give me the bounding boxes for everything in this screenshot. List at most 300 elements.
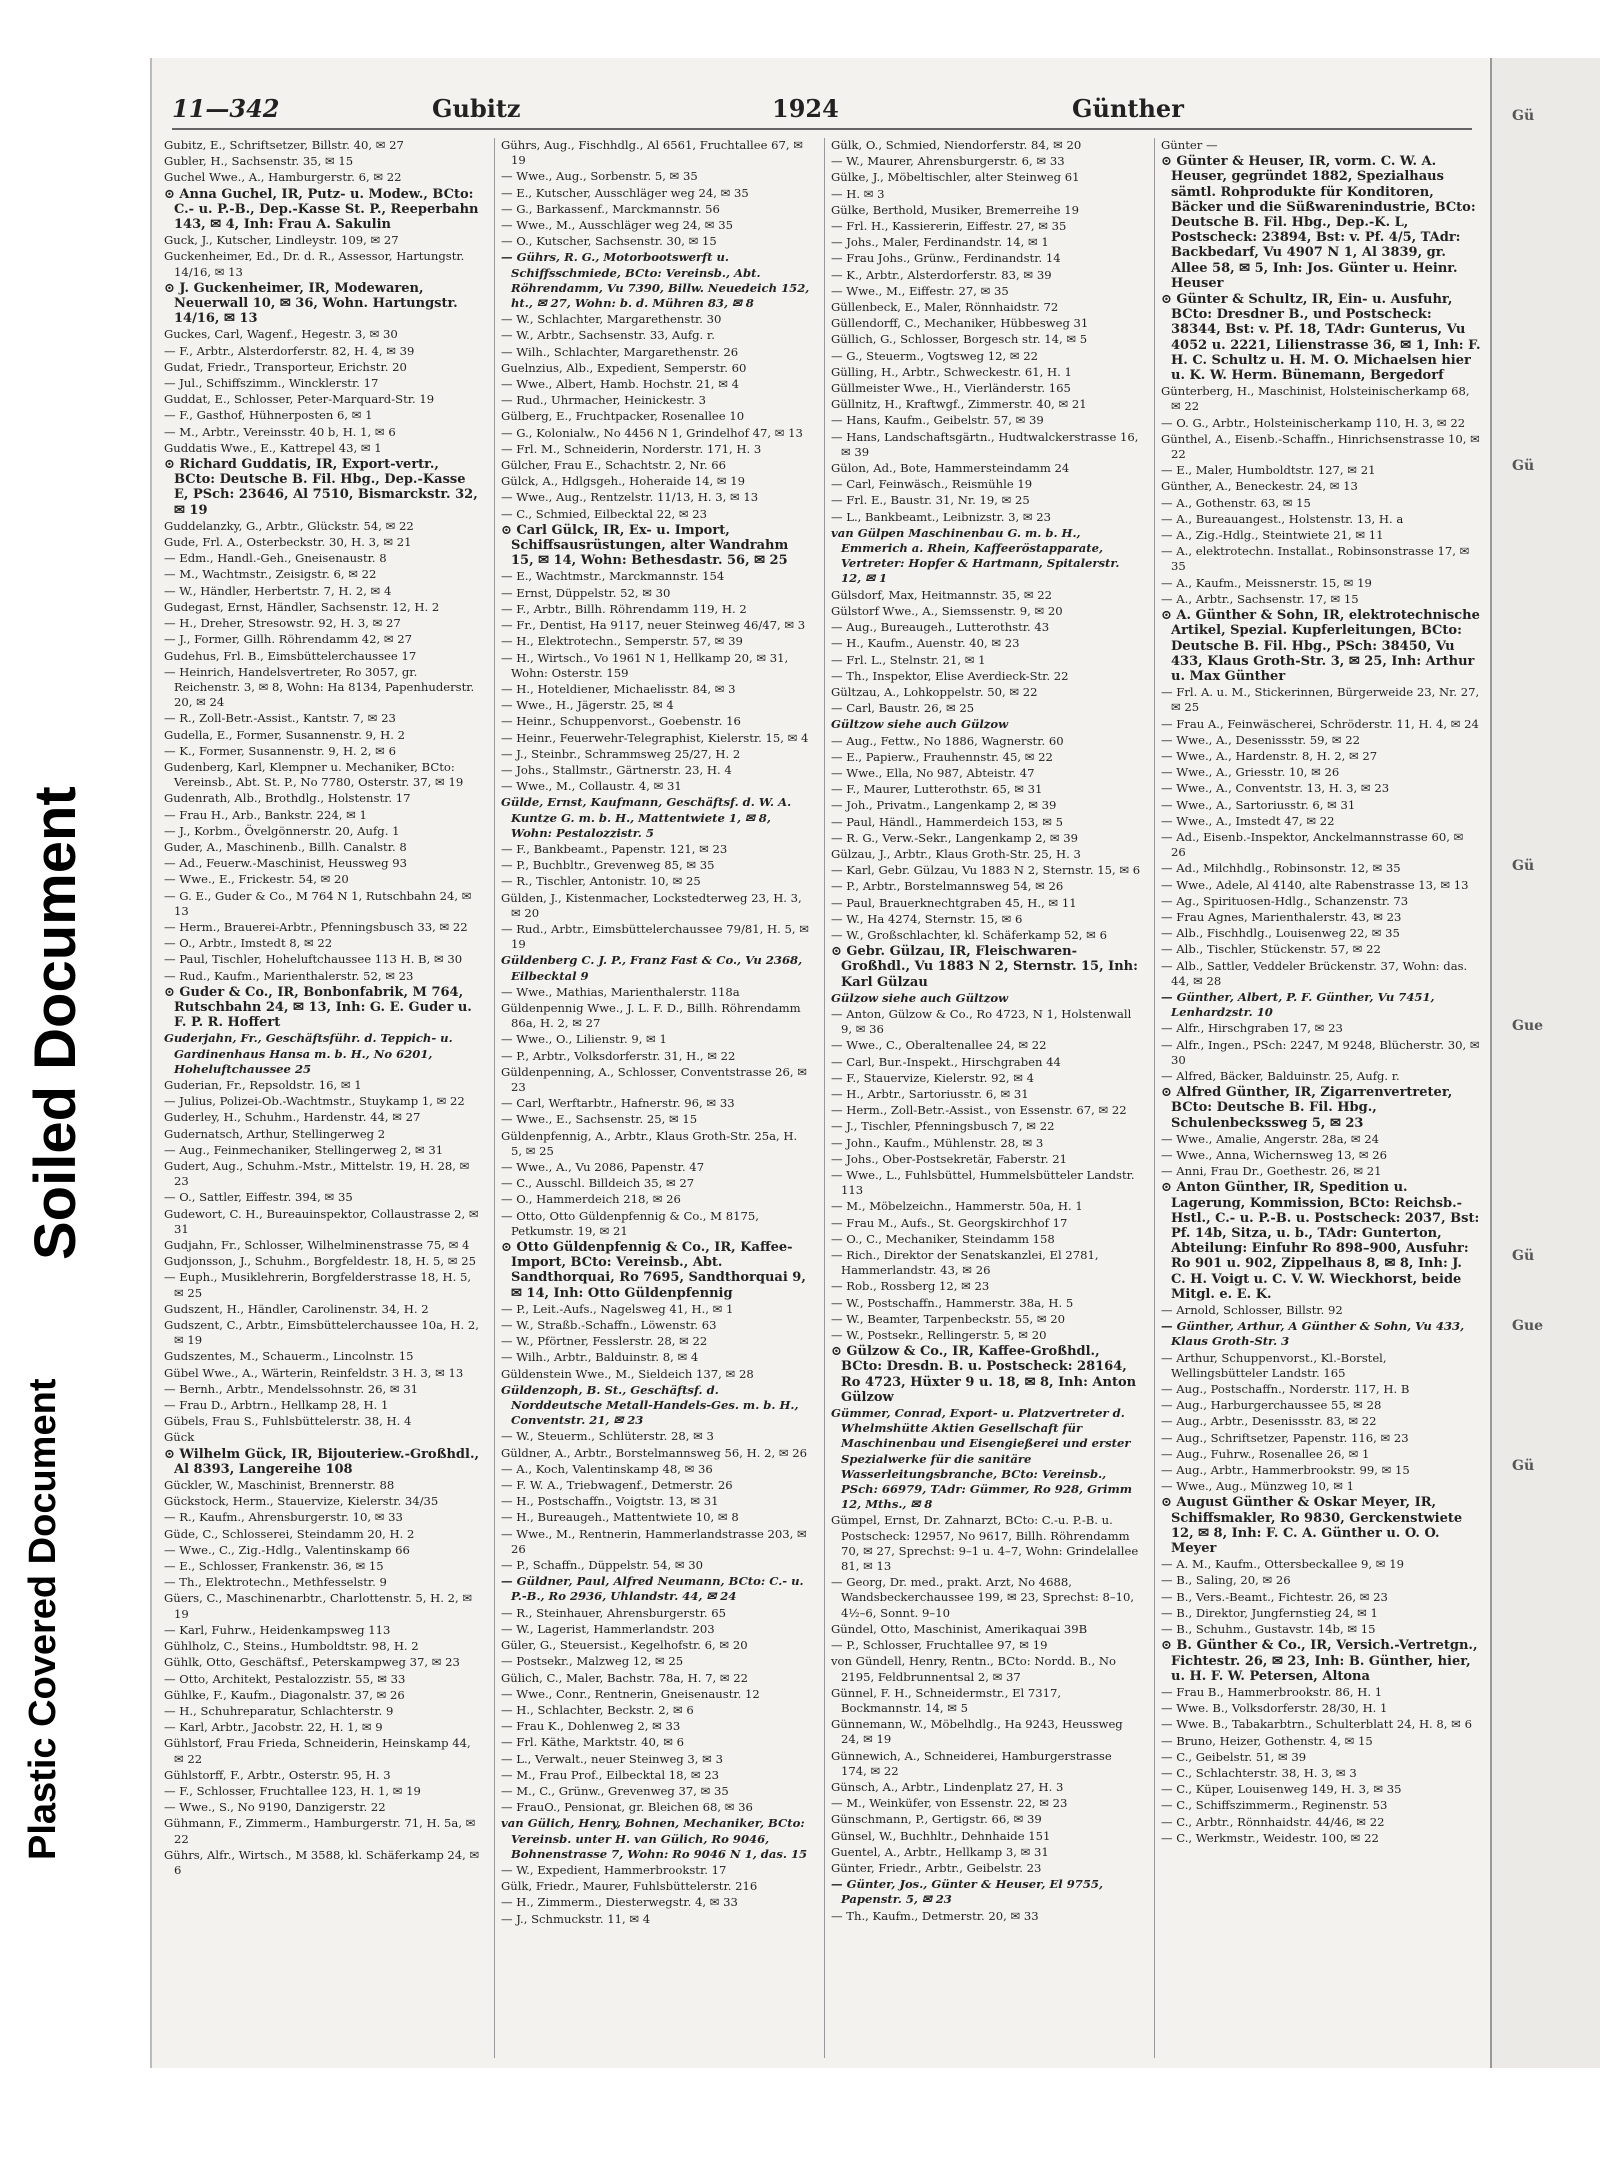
directory-entry: — Alfred, Bäcker, Balduinstr. 25, Aufg. r. <box>1161 1068 1400 1083</box>
directory-entry: — Heinr., Feuerwehr-Telegraphist, Kielerstr. 15, ✉ 4 <box>501 730 809 745</box>
directory-entry: — Wilh., Arbtr., Balduinstr. 8, ✉ 4 <box>501 1350 699 1365</box>
directory-column-3 <box>824 138 1141 2058</box>
directory-entry: Güers, C., Maschinenarbtr., Charlottenstr. 5, H. 2, ✉ 19 <box>164 1591 473 1621</box>
directory-entry: ⊙ J. Guckenheimer, IR, Modewaren, Neuerwall 10, ✉ 36, Wohn. Hartungstr. 14/16, ✉ 13 <box>164 280 458 327</box>
directory-entry: Günter — <box>1161 138 1218 152</box>
directory-entry: — Wwe., E., Sachsenstr. 25, ✉ 15 <box>501 1112 698 1127</box>
directory-entry: — Euph., Musiklehrerin, Borgfelderstrasse 18, H. 5, ✉ 25 <box>164 1270 472 1300</box>
directory-entry: — B., Schuhm., Gustavstr. 14b, ✉ 15 <box>1161 1622 1376 1637</box>
directory-entry: — P., Schaffn., Düppelstr. 54, ✉ 30 <box>501 1558 704 1573</box>
directory-entry: — Wwe., Ella, No 987, Abteistr. 47 <box>831 765 1035 780</box>
directory-entry: — W., Beamter, Tarpenbeckstr. 55, ✉ 20 <box>831 1311 1066 1326</box>
directory-entry: — Carl, Bur.-Inspekt., Hirschgraben 44 <box>831 1054 1061 1069</box>
directory-entry: — P., Arbtr., Volksdorferstr. 31, H., ✉ 22 <box>501 1048 736 1063</box>
directory-entry: — M., C., Grünw., Grevenweg 37, ✉ 35 <box>501 1783 729 1798</box>
directory-entry: — Wwe., A., Griesstr. 10, ✉ 26 <box>1161 765 1340 780</box>
directory-entry: — M., Frau Prof., Eilbecktal 18, ✉ 23 <box>501 1767 720 1782</box>
directory-entry: — L., Bankbeamt., Leibnizstr. 3, ✉ 23 <box>831 509 1051 524</box>
directory-entry: Guentel, A., Arbtr., Hellkamp 3, ✉ 31 <box>831 1844 1049 1859</box>
directory-entry: Gülk, O., Schmied, Niendorferstr. 84, ✉ 20 <box>831 138 1082 152</box>
directory-entry: — P., Buchbltr., Grevenweg 85, ✉ 35 <box>501 858 715 873</box>
directory-entry: — Carl, Baustr. 26, ✉ 25 <box>831 701 975 716</box>
directory-entry: Güllnitz, H., Kraftwgf., Zimmerstr. 40, ✉ 21 <box>831 397 1087 412</box>
directory-entry: — H., Postschaffn., Voigtstr. 13, ✉ 31 <box>501 1494 719 1509</box>
directory-entry: — Günter, Jos., Günter & Heuser, El 9755, Papenstr. 5, ✉ 23 <box>831 1877 1104 1907</box>
directory-entry: Gündel, Otto, Maschinist, Amerikaquai 39B <box>831 1621 1088 1636</box>
directory-entry: — O., Kutscher, Sachsenstr. 30, ✉ 15 <box>501 234 717 249</box>
adjacent-page-fragment: Gue <box>1512 1018 1544 1034</box>
directory-entry: — W., Maurer, Ahrensburgerstr. 6, ✉ 33 <box>831 154 1065 169</box>
directory-entry: ⊙ Alfred Günther, IR, Zigarrenvertreter, BCto: Deutsche B. Fil. Hbg., Schulenbeckssweg 5, ✉ 23 <box>1161 1085 1453 1131</box>
directory-entry: ⊙ Anna Guchel, IR, Putz- u. Modew., BCto: C.- u. P.-B., Dep.-Kasse St. P., Reeperbahn 143, ✉ 4, Inh: Frau A. Sakulin <box>164 186 479 233</box>
directory-entry: — Alfr., Hirschgraben 17, ✉ 23 <box>1161 1021 1343 1036</box>
directory-entry: — Anni, Frau Dr., Goethestr. 26, ✉ 21 <box>1161 1164 1382 1179</box>
directory-entry: Gühlstorf, Frau Frieda, Schneiderin, Heinskamp 44, ✉ 22 <box>164 1736 471 1766</box>
directory-entry: Gülk, Friedr., Maurer, Fuhlsbüttelerstr. 216 <box>501 1879 758 1894</box>
directory-entry: — Frau A., Feinwäscherei, Schröderstr. 11, H. 4, ✉ 24 <box>1161 716 1479 731</box>
directory-entry: Gülich, C., Maler, Bachstr. 78a, H. 7, ✉ 22 <box>501 1670 749 1685</box>
directory-entry: — E., Maler, Humboldtstr. 127, ✉ 21 <box>1161 463 1376 478</box>
directory-entry: — W., Schlachter, Margarethenstr. 30 <box>501 312 722 327</box>
directory-entry: Gühlke, F., Kaufm., Diagonalstr. 37, ✉ 26 <box>164 1687 405 1702</box>
directory-entry: — Herm., Brauerei-Arbtr., Pfenningsbusch 33, ✉ 22 <box>164 919 468 934</box>
directory-entry: — E., Kutscher, Ausschläger weg 24, ✉ 35 <box>501 185 749 200</box>
directory-entry: — F., Bankbeamt., Papenstr. 121, ✉ 23 <box>501 841 728 856</box>
directory-entry: — Frau Agnes, Marienthalerstr. 43, ✉ 23 <box>1161 909 1402 924</box>
directory-entry: — M., Möbelzeichn., Hammerstr. 50a, H. 1 <box>831 1199 1083 1214</box>
directory-entry: — H., Dreher, Stresowstr. 92, H. 3, ✉ 27 <box>164 616 401 631</box>
directory-entry: — Frl. H., Kassiererin, Eiffestr. 27, ✉ 35 <box>831 219 1067 234</box>
directory-entry: — Wwe., Aug., Rentzelstr. 11/13, H. 3, ✉ 13 <box>501 490 759 505</box>
side-label-soiled: Soiled Document <box>23 786 88 1260</box>
directory-entry: — G., Kolonialw., No 4456 N 1, Grindelhof 47, ✉ 13 <box>501 425 803 440</box>
directory-entry: — Günther, Arthur, A Günther & Sohn, Vu 433, Klaus Groth-Str. 3 <box>1161 1319 1465 1349</box>
directory-column-1 <box>164 138 480 2058</box>
directory-entry: Gückler, W., Maschinist, Brennerstr. 88 <box>164 1478 395 1493</box>
directory-entry: — Ad., Feuerw.-Maschinist, Heussweg 93 <box>164 856 407 871</box>
directory-entry: Gudenrath, Alb., Brothdlg., Holstenstr. 17 <box>164 791 411 806</box>
directory-entry: — Wwe., S., No 9190, Danzigerstr. 22 <box>164 1800 386 1815</box>
directory-entry: — G., Barkassenf., Marckmannstr. 56 <box>501 201 720 216</box>
directory-entry: — A., Gothenstr. 63, ✉ 15 <box>1161 495 1311 510</box>
directory-entry: Guderjahn, Fr., Geschäftsführ. d. Teppich- u. Gardinenhaus Hansa m. b. H., No 6201, Hoheluftchaussee 25 <box>164 1031 453 1076</box>
directory-entry: — Wwe., Amalie, Angerstr. 28a, ✉ 24 <box>1161 1131 1380 1146</box>
directory-entry: — Frl. Käthe, Marktstr. 40, ✉ 6 <box>501 1735 685 1750</box>
directory-entry: — Frl. E., Baustr. 31, Nr. 19, ✉ 25 <box>831 493 1030 508</box>
directory-entry: — Frl. L., Stelnstr. 21, ✉ 1 <box>831 652 986 667</box>
directory-entry: — J., Steinbr., Schrammsweg 25/27, H. 2 <box>501 746 741 761</box>
directory-entry: — W., Ha 4274, Sternstr. 15, ✉ 6 <box>831 911 1023 926</box>
directory-entry: Gülke, Berthold, Musiker, Bremerreihe 19 <box>831 202 1079 217</box>
directory-entry: Guckes, Carl, Wagenf., Hegestr. 3, ✉ 30 <box>164 327 398 342</box>
directory-entry: — Bernh., Arbtr., Mendelssohnstr. 26, ✉ 31 <box>164 1381 419 1396</box>
directory-entry: ⊙ Wilhelm Gück, IR, Bijouteriew.-Großhdl., Al 8393, Langereihe 108 <box>164 1446 479 1477</box>
directory-entry: — Frl. A. u. M., Stickerinnen, Bürgerweide 23, Nr. 27, ✉ 25 <box>1161 685 1480 715</box>
directory-entry: Gühlk, Otto, Geschäftsf., Peterskampweg 37, ✉ 23 <box>164 1655 460 1670</box>
directory-entry: — Hans, Kaufm., Geibelstr. 57, ✉ 39 <box>831 413 1044 428</box>
directory-entry: — Frau Johs., Grünw., Ferdinandstr. 14 <box>831 251 1061 266</box>
directory-entry: — Wwe., A., Imstedt 47, ✉ 22 <box>1161 813 1335 828</box>
directory-entry: Gühlholz, C., Steins., Humboldtstr. 98, H. 2 <box>164 1639 419 1654</box>
directory-entry: — Wwe., Adele, Al 4140, alte Rabenstrasse 13, ✉ 13 <box>1161 877 1469 892</box>
directory-entry: Gudenberg, Karl, Klempner u. Mechaniker, BCto: Vereinsb., Abt. St. P., No 7780, Osterstr. 37, ✉ 19 <box>164 759 464 790</box>
directory-entry: Gülck, A., Hdlgsgeh., Hoheraide 14, ✉ 19 <box>501 474 745 489</box>
directory-entry: Günsch, A., Arbtr., Lindenplatz 27, H. 3 <box>831 1779 1064 1794</box>
adjacent-page-fragment: Gü <box>1512 1458 1535 1474</box>
directory-entry: ⊙ Richard Guddatis, IR, Export-vertr., BCto: Deutsche B. Fil. Hbg., Dep.-Kasse E, PSch: 23646, Al 7510, Bismarckstr. 32, ✉ 19 <box>164 457 478 518</box>
directory-columns <box>164 138 1482 2058</box>
directory-entry: — C., Küper, Louisenweg 149, H. 3, ✉ 35 <box>1161 1782 1402 1797</box>
directory-entry: — H., Kaufm., Auenstr. 40, ✉ 23 <box>831 636 1020 651</box>
directory-entry: Gülstorf Wwe., A., Siemssenstr. 9, ✉ 20 <box>831 603 1063 618</box>
directory-entry: — M., Wachtmstr., Zeisigstr. 6, ✉ 22 <box>164 567 377 582</box>
directory-entry: — R., Steinhauer, Ahrensburgerstr. 65 <box>501 1605 726 1620</box>
directory-entry: — Wwe., Aug., Sorbenstr. 5, ✉ 35 <box>501 169 698 184</box>
directory-entry: — O., Arbtr., Imstedt 8, ✉ 22 <box>164 936 333 951</box>
directory-entry: Gudella, E., Former, Susannenstr. 9, H. 2 <box>164 727 406 742</box>
directory-entry: Gümmer, Conrad, Export- u. Platzvertreter d. Whelmshütte Aktien Gesellschaft für Maschinenbau und Eisengießerei und erster Spezialwerke für die sanitäre Wasserleitungsbranche, BCto: Vereinsb., PSch: 66979, TAdr: Gümmer, Ro 928, Grimm 12, Mths., ✉ 8 <box>831 1406 1133 1512</box>
directory-entry: ⊙ Carl Gülck, IR, Ex- u. Import, Schiffsausrüstungen, alter Wandrahm 15, ✉ 14, Wohn: Bethesdastr. 56, ✉ 25 <box>501 522 789 569</box>
adjacent-page-fragment: Gü <box>1512 108 1535 124</box>
directory-entry: — W., Händler, Herbertstr. 7, H. 2, ✉ 4 <box>164 583 392 598</box>
directory-entry: — Wilh., Schlachter, Margarethenstr. 26 <box>501 344 739 359</box>
directory-entry: — Wwe., C., Oberaltenallee 24, ✉ 22 <box>831 1038 1047 1053</box>
directory-entry: — Wwe., Anna, Wichernsweg 13, ✉ 26 <box>1161 1148 1387 1162</box>
directory-entry: — Wwe., Conr., Rentnerin, Gneisenaustr. 12 <box>501 1686 760 1701</box>
directory-entry: Gümpel, Ernst, Dr. Zahnarzt, BCto: C.-u. P.-B. u. Postscheck: 12957, No 9617, Billh. Röhrendamm 70, ✉ 27, Sprechst: 9–1 u. 4–7, Wohn: Grindelallee 81, ✉ 13 <box>831 1513 1139 1574</box>
directory-entry: — H., Schuhreparatur, Schlachterstr. 9 <box>164 1703 394 1718</box>
directory-entry: — Julius, Polizei-Ob.-Wachtmstr., Stuykamp 1, ✉ 22 <box>164 1094 465 1109</box>
directory-entry: ⊙ A. Günther & Sohn, IR, elektrotechnische Artikel, Spezial. Kupferleitungen, BCto: Deutsche B. Fil. Hbg., PSch: 38450, Vu 433, Klaus Groth-Str. 3, ✉ 25, Inh: Arthur u. Max Günther <box>1161 608 1480 684</box>
directory-entry: — C., Schlachterstr. 38, H. 3, ✉ 3 <box>1161 1765 1357 1780</box>
directory-entry: Gührs, Alfr., Wirtsch., M 3588, kl. Schäferkamp 24, ✉ 6 <box>164 1847 480 1877</box>
directory-entry: — Wwe., M., Ausschläger weg 24, ✉ 35 <box>501 218 733 233</box>
directory-entry: — H., Arbtr., Sartoriusstr. 6, ✉ 31 <box>831 1086 1029 1101</box>
directory-entry: — O. G., Arbtr., Holsteinischerkamp 110, H. 3, ✉ 22 <box>1161 415 1466 430</box>
directory-entry: Gudszentes, M., Schauerm., Lincolnstr. 15 <box>164 1349 414 1364</box>
directory-entry: — Wwe., A., Desenissstr. 59, ✉ 22 <box>1161 732 1361 747</box>
page-header <box>172 94 1472 130</box>
directory-entry: — Gührs, R. G., Motorbootswerft u. Schiffsschmiede, BCto: Vereinsb., Abt. Röhrendamm, Vu 7390, Billw. Neuedeich 152, ht., ✉ 27, Wohn: b. d. Mühren 83, ✉ 8 <box>501 250 810 311</box>
directory-entry: — A., Kaufm., Meissnerstr. 15, ✉ 19 <box>1161 575 1372 590</box>
directory-entry: Gudert, Aug., Schuhm.-Mstr., Mittelstr. 19, H. 28, ✉ 23 <box>164 1159 470 1189</box>
directory-entry: — Heinrich, Handelsvertreter, Ro 3057, gr. Reichenstr. 3, ✉ 8, Wohn: Ha 8134, Papenhuderstr. 20, ✉ 24 <box>164 664 475 710</box>
directory-entry: — Edm., Handl.-Geh., Gneisenaustr. 8 <box>164 551 387 566</box>
directory-entry: Gübels, Frau S., Fuhlsbüttelerstr. 38, H. 4 <box>164 1414 412 1429</box>
directory-entry: — W., Steuerm., Schlüterstr. 28, ✉ 3 <box>501 1429 714 1444</box>
directory-entry: Guck, J., Kutscher, Lindleystr. 109, ✉ 27 <box>164 233 399 248</box>
directory-entry: — Frau K., Dohlenweg 2, ✉ 33 <box>501 1719 681 1734</box>
directory-entry: Güldenpfennig, A., Arbtr., Klaus Groth-Str. 25a, H. 5, ✉ 25 <box>501 1128 798 1158</box>
directory-entry: — E., Wachtmstr., Marckmannstr. 154 <box>501 569 725 584</box>
directory-entry: — Otto, Architekt, Pestalozzistr. 55, ✉ 33 <box>164 1671 406 1686</box>
directory-entry: — J., Former, Gillh. Röhrendamm 42, ✉ 27 <box>164 632 413 647</box>
directory-entry: — Alfr., Ingen., PSch: 2247, M 9248, Blücherstr. 30, ✉ 30 <box>1161 1037 1480 1067</box>
directory-entry: Günterberg, H., Maschinist, Holsteinischerkamp 68, ✉ 22 <box>1161 384 1470 414</box>
directory-entry: — Wwe., O., Lilienstr. 9, ✉ 1 <box>501 1032 667 1047</box>
directory-entry: Gück <box>164 1430 195 1445</box>
directory-entry: — A. M., Kaufm., Ottersbeckallee 9, ✉ 19 <box>1161 1557 1404 1572</box>
directory-entry: Gudernatsch, Arthur, Stellingerweg 2 <box>164 1126 386 1141</box>
directory-entry: Güllenbeck, E., Maler, Rönnhaidstr. 72 <box>831 300 1059 315</box>
directory-entry: — B., Vers.-Beamt., Fichtestr. 26, ✉ 23 <box>1161 1589 1388 1604</box>
directory-entry: — Paul, Tischler, Hoheluftchaussee 113 H. B, ✉ 30 <box>164 952 463 967</box>
directory-entry: ⊙ Guder & Co., IR, Bonbonfabrik, M 764, Rutschbahn 24, ✉ 13, Inh: G. E. Guder u. F. P. R. Hoffert <box>164 984 472 1031</box>
directory-entry: — F. W. A., Triebwagenf., Detmerstr. 26 <box>501 1478 733 1493</box>
directory-entry: Guckenheimer, Ed., Dr. d. R., Assessor, Hartungstr. 14/16, ✉ 13 <box>164 249 465 279</box>
directory-entry: — P., Arbtr., Borstelmannsweg 54, ✉ 26 <box>831 879 1064 894</box>
side-label-plastic: Plastic Covered Document <box>22 1378 64 1860</box>
directory-entry: Günthel, A., Eisenb.-Schaffn., Hinrichsenstrasse 10, ✉ 22 <box>1161 431 1480 462</box>
directory-entry: Gudszent, C., Arbtr., Eimsbüttelerchaussee 10a, H. 2, ✉ 19 <box>164 1318 479 1348</box>
directory-column-2 <box>494 138 811 2058</box>
directory-entry: — A., elektrotechn. Installat., Robinsonstrasse 17, ✉ 35 <box>1161 544 1470 574</box>
directory-entry: van Gülpen Maschinenbau G. m. b. H., Emmerich a. Rhein, Kaffeeröstapparate, Vertreter: Hopfer & Hartmann, Spitalerstr. 12, ✉ 1 <box>831 525 1120 586</box>
directory-entry: — Karl, Gebr. Gülzau, Vu 1883 N 2, Sternstr. 15, ✉ 6 <box>831 863 1141 878</box>
directory-entry: Gude, Frl. A., Osterbeckstr. 30, H. 3, ✉ 21 <box>164 535 412 550</box>
directory-entry: — W., Arbtr., Sachsenstr. 33, Aufg. r. <box>501 328 715 343</box>
directory-entry: — H., Hoteldiener, Michaelisstr. 84, ✉ 3 <box>501 681 736 696</box>
directory-entry: Guddatis Wwe., E., Kattrepel 43, ✉ 1 <box>164 440 382 455</box>
directory-entry: — Wwe., Albert, Hamb. Hochstr. 21, ✉ 4 <box>501 377 739 392</box>
directory-entry: — Günther, Albert, P. F. Günther, Vu 7451, Lenhardzstr. 10 <box>1161 989 1435 1020</box>
directory-entry: Gudat, Friedr., Transporteur, Erichstr. 20 <box>164 359 407 374</box>
directory-entry: Günter, Friedr., Arbtr., Geibelstr. 23 <box>831 1860 1042 1875</box>
directory-entry: — H., Bureaugeh., Mattentwiete 10, ✉ 8 <box>501 1510 739 1525</box>
directory-entry: — L., Verwalt., neuer Steinweg 3, ✉ 3 <box>501 1751 723 1766</box>
directory-entry: Gudszent, H., Händler, Carolinenstr. 34, H. 2 <box>164 1301 429 1316</box>
directory-entry: — F., Arbtr., Alsterdorferstr. 82, H. 4, ✉ 39 <box>164 343 415 358</box>
directory-entry: — Wwe., Aug., Münzweg 10, ✉ 1 <box>1161 1479 1355 1494</box>
directory-entry: Guddelanzky, G., Arbtr., Glückstr. 54, ✉ 22 <box>164 518 414 533</box>
directory-entry: — Carl, Werftarbtr., Hafnerstr. 96, ✉ 33 <box>501 1096 735 1111</box>
directory-entry: — Aug., Harburgerchaussee 55, ✉ 28 <box>1161 1398 1382 1413</box>
directory-entry: — Rud., Arbtr., Eimsbüttelerchaussee 79/81, H. 5, ✉ 19 <box>501 921 809 952</box>
directory-entry: — Jul., Schiffszimm., Wincklerstr. 17 <box>164 376 379 391</box>
directory-entry: — M., Arbtr., Vereinsstr. 40 b, H. 1, ✉ 6 <box>164 424 396 439</box>
directory-entry: — W., Straßb.-Schaffn., Löwenstr. 63 <box>501 1318 717 1333</box>
directory-entry: — C., Geibelstr. 51, ✉ 39 <box>1161 1749 1307 1764</box>
directory-entry: Gülden, J., Kistenmacher, Lockstedterweg 23, H. 3, ✉ 20 <box>501 890 802 920</box>
directory-entry: Gülsdorf, Max, Heitmannstr. 35, ✉ 22 <box>831 587 1052 602</box>
directory-entry: — E., Papierw., Frauhennstr. 45, ✉ 22 <box>831 749 1053 764</box>
directory-entry: Gudjahn, Fr., Schlosser, Wilhelminenstrasse 75, ✉ 4 <box>164 1238 470 1253</box>
adjacent-page-fragment: Gü <box>1512 1248 1535 1264</box>
directory-entry: Gudewort, C. H., Bureauinspektor, Collaustrasse 2, ✉ 31 <box>164 1206 479 1236</box>
directory-page <box>150 58 1492 2068</box>
directory-entry: Gühmann, F., Zimmerm., Hamburgerstr. 71, H. 5a, ✉ 22 <box>164 1816 476 1846</box>
directory-entry: — Frau M., Aufs., St. Georgskirchhof 17 <box>831 1215 1068 1230</box>
directory-entry: — Wwe., M., Eiffestr. 27, ✉ 35 <box>831 283 1009 298</box>
directory-entry: — Johs., Stallmstr., Gärtnerstr. 23, H. 4 <box>501 762 732 777</box>
directory-entry: — Wwe., M., Rentnerin, Hammerlandstrasse 203, ✉ 26 <box>501 1526 807 1556</box>
directory-entry: Güldenzoph, B. St., Geschäftsf. d. Norddeutsche Metall-Handels-Ges. m. b. H., Conventstr. 21, ✉ 23 <box>501 1382 799 1428</box>
directory-entry: — G., Steuerm., Vogtsweg 12, ✉ 22 <box>831 348 1039 363</box>
directory-entry: — W., Postsekr., Rellingerstr. 5, ✉ 20 <box>831 1328 1047 1343</box>
directory-entry: — W., Lagerist, Hammerlandstr. 203 <box>501 1621 715 1636</box>
directory-entry: ⊙ Gülzow & Co., IR, Kaffee-Großhdl., BCto: Dresdn. B. u. Postscheck: 28164, Ro 4723, Hüxter 9 u. 18, ✉ 8, Inh: Anton Gülzow <box>831 1344 1137 1405</box>
directory-entry: — Th., Elektrotechn., Methfesselstr. 9 <box>164 1575 387 1590</box>
directory-entry: — W., Großschlachter, kl. Schäferkamp 52, ✉ 6 <box>831 927 1107 942</box>
directory-entry: ⊙ August Günther & Oskar Meyer, IR, Schiffsmakler, Ro 9830, Gerckenstwiete 12, ✉ 8, Inh: F. C. A. Günther u. O. O. Meyer <box>1161 1495 1463 1557</box>
directory-entry: Güldenstein Wwe., M., Sieldeich 137, ✉ 28 <box>501 1366 754 1381</box>
directory-entry: Günnemann, W., Möbelhdlg., Ha 9243, Heussweg 24, ✉ 19 <box>831 1717 1123 1747</box>
directory-entry: ⊙ Günter & Schultz, IR, Ein- u. Ausfuhr, BCto: Dresdner B., und Postscheck: 38344, Bst: v. Pf. 18, TAdr: Gunterus, Vu 4052 u. 2221, Lilienstrasse 36, ✉ 1, Inh: F. H. C. Schultz u. H. M. O. Michaelsen hier u. K. W. Herm. Bünemann, Bergedorf <box>1161 292 1481 384</box>
directory-entry: — R. G., Verw.-Sekr., Langenkamp 2, ✉ 39 <box>831 830 1079 845</box>
directory-entry: — P., Leit.-Aufs., Nagelsweg 41, H., ✉ 1 <box>501 1301 734 1316</box>
directory-entry: — Aug., Postschaffn., Norderstr. 117, H. B <box>1161 1382 1410 1397</box>
directory-entry: — H., Elektrotechn., Semperstr. 57, ✉ 39 <box>501 634 743 649</box>
directory-entry: — Paul, Brauerknechtgraben 45, H., ✉ 11 <box>831 895 1077 910</box>
directory-entry: — Joh., Privatm., Langenkamp 2, ✉ 39 <box>831 798 1057 813</box>
directory-entry: — Johs., Maler, Ferdinandstr. 14, ✉ 1 <box>831 235 1049 250</box>
directory-entry: — F., Stauervize, Kielerstr. 92, ✉ 4 <box>831 1070 1035 1085</box>
adjacent-page-fragment: Gue <box>1512 1318 1544 1334</box>
directory-entry: — John., Kaufm., Mühlenstr. 28, ✉ 3 <box>831 1135 1044 1150</box>
directory-entry: Gubitz, E., Schriftsetzer, Billstr. 40, ✉ 27 <box>164 138 404 152</box>
directory-entry: Guelnzius, Alb., Expedient, Semperstr. 60 <box>501 360 747 375</box>
directory-entry: — A., Zig.-Hdlg., Steintwiete 21, ✉ 11 <box>1161 528 1384 543</box>
directory-entry: Güldenberg C. J. P., Franz Fast & Co., Vu 2368, Eilbecktal 9 <box>501 953 803 983</box>
directory-entry: — Karl, Fuhrw., Heidenkampsweg 113 <box>164 1622 391 1637</box>
directory-entry: Güldenpennig Wwe., J. L. F. D., Billh. Röhrendamm 86a, H. 2, ✉ 27 <box>501 1000 801 1031</box>
directory-entry: — K., Arbtr., Alsterdorferstr. 83, ✉ 39 <box>831 267 1052 282</box>
directory-entry: — R., Kaufm., Ahrensburgerstr. 10, ✉ 33 <box>164 1510 403 1525</box>
directory-entry: Gülde, Ernst, Kaufmann, Geschäftsf. d. W. A. Kuntze G. m. b. H., Mattentwiete 1, ✉ 8, Wohn: Pestalozzistr. 5 <box>501 795 792 840</box>
directory-column-4 <box>1154 138 1481 2058</box>
directory-entry: Gülzau, J., Arbtr., Klaus Groth-Str. 25, H. 3 <box>831 846 1081 861</box>
directory-entry: Günnel, F. H., Schneidermstr., El 7317, Bockmannstr. 14, ✉ 5 <box>831 1685 1062 1715</box>
directory-entry: — Paul, Händl., Hammerdeich 153, ✉ 5 <box>831 814 1064 829</box>
directory-entry: — C., Schmied, Eilbecktal 22, ✉ 23 <box>501 506 707 521</box>
page-number: 11—342 <box>172 94 280 123</box>
directory-entry: — Otto, Otto Güldenpfennig & Co., M 8175, Petkumstr. 19, ✉ 21 <box>501 1208 759 1238</box>
directory-entry: Güllich, G., Schlosser, Borgesch str. 14, ✉ 5 <box>831 332 1088 347</box>
directory-entry: Guchel Wwe., A., Hamburgerstr. 6, ✉ 22 <box>164 170 402 185</box>
directory-entry: — Güldner, Paul, Alfred Neumann, BCto: C.- u. P.-B., Ro 2936, Uhlandstr. 44, ✉ 24 <box>501 1574 804 1604</box>
directory-entry: — C., Schiffszimmerm., Reginenstr. 53 <box>1161 1798 1388 1813</box>
directory-entry: — J., Korbm., Övelgönnerstr. 20, Aufg. 1 <box>164 823 400 838</box>
directory-entry: Gültzau, A., Lohkoppelstr. 50, ✉ 22 <box>831 684 1038 699</box>
directory-entry: — W., Pförtner, Fesslerstr. 28, ✉ 22 <box>501 1334 708 1349</box>
directory-entry: — Wwe., Mathias, Marienthalerstr. 118a <box>501 984 740 999</box>
directory-entry: — Georg, Dr. med., prakt. Arzt, No 4688, Wandsbeckerchaussee 199, ✉ 23, Sprechst: 8–10, 4½–6, Sonnt. 9–10 <box>831 1575 1135 1620</box>
directory-entry: — O., C., Mechaniker, Steindamm 158 <box>831 1231 1055 1246</box>
directory-entry: Gübel Wwe., A., Wärterin, Reinfeldstr. 3 H. 3, ✉ 13 <box>164 1365 464 1380</box>
directory-entry: — Wwe., A., Vu 2086, Papenstr. 47 <box>501 1160 705 1174</box>
directory-entry: — Ad., Eisenb.-Inspektor, Anckelmannstrasse 60, ✉ 26 <box>1161 829 1464 860</box>
directory-entry: — Ernst, Düppelstr. 52, ✉ 30 <box>501 585 671 600</box>
directory-entry: — Aug., Feinmechaniker, Stellingerweg 2, ✉ 31 <box>164 1142 444 1157</box>
directory-entry: — H., Wirtsch., Vo 1961 N 1, Hellkamp 20, ✉ 31, Wohn: Osterstr. 159 <box>501 650 789 680</box>
directory-entry: Gudehus, Frl. B., Eimsbüttelerchaussee 17 <box>164 648 417 663</box>
directory-entry: — E., Schlosser, Frankenstr. 36, ✉ 15 <box>164 1559 384 1574</box>
directory-entry: — Johs., Ober-Postsekretär, Faberstr. 21 <box>831 1151 1067 1166</box>
directory-entry: ⊙ Otto Güldenpfennig & Co., IR, Kaffee-Import, BCto: Vereinsb., Abt. Sandthorquai, Ro 7695, Sandthorquai 9, ✉ 14, Inh: Otto Güldenpfennig <box>501 1240 806 1301</box>
directory-entry: — Wwe. B., Tabakarbtrn., Schulterblatt 24, H. 8, ✉ 6 <box>1161 1717 1472 1732</box>
directory-entry: Gührs, Aug., Fischhdlg., Al 6561, Fruchtallee 67, ✉ 19 <box>501 138 803 168</box>
directory-entry: Gülling, H., Arbtr., Schweckestr. 61, H. 1 <box>831 364 1072 379</box>
directory-entry: — R., Zoll-Betr.-Assist., Kantstr. 7, ✉ 23 <box>164 711 396 726</box>
directory-entry: Gühlstorff, F., Arbtr., Osterstr. 95, H. 3 <box>164 1767 391 1782</box>
adjacent-page-fragment: Gü <box>1512 458 1535 474</box>
directory-entry: — Aug., Arbtr., Hammerbrookstr. 99, ✉ 15 <box>1161 1463 1410 1478</box>
directory-entry: — C., Ausschl. Billdeich 35, ✉ 27 <box>501 1176 695 1191</box>
directory-entry: Guderian, Fr., Repsoldstr. 16, ✉ 1 <box>164 1077 362 1092</box>
header-right-word: Günther <box>1072 94 1184 123</box>
directory-entry: — Frau H., Arb., Bankstr. 224, ✉ 1 <box>164 807 367 822</box>
directory-entry: — Rob., Rossberg 12, ✉ 23 <box>831 1279 990 1294</box>
directory-entry: — J., Tischler, Pfenningsbusch 7, ✉ 22 <box>831 1119 1055 1134</box>
directory-entry: Gülberg, E., Fruchtpacker, Rosenallee 10 <box>501 409 745 424</box>
directory-entry: Gudegast, Ernst, Händler, Sachsenstr. 12, H. 2 <box>164 599 440 614</box>
directory-entry: — Wwe., H., Jägerstr. 25, ✉ 4 <box>501 698 674 713</box>
directory-entry: ⊙ Anton Günther, IR, Spedition u. Lagerung, Kommission, BCto: Reichsb.-Hstl., C.- u. P.-B. u. Postscheck: 2037, Bst: Pf. 14b, Sitza, u. b., TAdr: Gunterton, Abteilung: Einfuhr Ro 898–900, Ausfuhr: Ro 901 u. 902, Zippelhaus 8, ✉ 8, Inh: J. C. H. Voigt u. C. V. W. Wieckhorst, beide Mitgl. e. E. K. <box>1161 1180 1480 1302</box>
directory-entry: — Hans, Landschaftsgärtn., Hudtwalckerstrasse 16, ✉ 39 <box>831 429 1139 459</box>
directory-entry: Güllendorff, C., Mechaniker, Hübbesweg 31 <box>831 316 1089 331</box>
directory-entry: — J., Schmuckstr. 11, ✉ 4 <box>501 1911 651 1926</box>
directory-entry: Güler, G., Steuersist., Kegelhofstr. 6, ✉ 20 <box>501 1638 748 1653</box>
directory-entry: Gudjonsson, J., Schuhm., Borgfeldestr. 18, H. 5, ✉ 25 <box>164 1254 476 1269</box>
directory-entry: Gültzow siehe auch Gülzow <box>831 717 1009 732</box>
directory-entry: — Rud., Uhrmacher, Heinickestr. 3 <box>501 393 706 408</box>
directory-entry: — Wwe., A., Conventstr. 13, H. 3, ✉ 23 <box>1161 781 1390 796</box>
directory-entry: Günsel, W., Buchhltr., Dehnhaide 151 <box>831 1828 1051 1843</box>
directory-entry: Gülke, J., Möbeltischler, alter Steinweg 61 <box>831 170 1080 185</box>
directory-entry: van Gülich, Henry, Bohnen, Mechaniker, BCto: Vereinsb. unter H. van Gülich, Ro 9046, Bohnenstrasse 7, Wohn: Ro 9046 N 1, das. 15 <box>501 1816 808 1861</box>
directory-entry: Güldner, A., Arbtr., Borstelmannsweg 56, H. 2, ✉ 26 <box>501 1445 807 1460</box>
directory-entry: — Fr., Dentist, Ha 9117, neuer Steinweg 46/47, ✉ 3 <box>501 618 806 633</box>
directory-entry: ⊙ Gebr. Gülzau, IR, Fleischwaren-Großhdl., Vu 1883 N 2, Sternstr. 15, Inh: Karl Gülzau <box>831 944 1138 990</box>
directory-entry: — Aug., Fuhrw., Rosenallee 26, ✉ 1 <box>1161 1446 1370 1461</box>
directory-entry: — Postsekr., Malzweg 12, ✉ 25 <box>501 1654 684 1669</box>
directory-entry: — Alb., Tischler, Stückenstr. 57, ✉ 22 <box>1161 942 1381 957</box>
directory-entry: — Wwe., A., Sartoriusstr. 6, ✉ 31 <box>1161 797 1356 812</box>
directory-entry: — C., Werkmstr., Weidestr. 100, ✉ 22 <box>1161 1830 1379 1845</box>
directory-entry: Güde, C., Schlosserei, Steindamm 20, H. 2 <box>164 1526 415 1541</box>
directory-entry: — Alb., Sattler, Veddeler Brückenstr. 37, Wohn: das. 44, ✉ 28 <box>1161 958 1468 988</box>
directory-entry: Gückstock, Herm., Stauervize, Kielerstr. 34/35 <box>164 1494 439 1509</box>
directory-entry: — F., Gasthof, Hühnerposten 6, ✉ 1 <box>164 408 373 423</box>
directory-entry: Güldenpenning, A., Schlosser, Conventstrasse 26, ✉ 23 <box>501 1064 807 1094</box>
directory-entry: — Rud., Kaufm., Marienthalerstr. 52, ✉ 23 <box>164 968 414 983</box>
directory-entry: — F., Arbtr., Billh. Röhrendamm 119, H. 2 <box>501 601 747 616</box>
directory-entry: — Aug., Bureaugeh., Lutterothstr. 43 <box>831 620 1050 635</box>
directory-entry: — F., Schlosser, Fruchtallee 123, H. 1, ✉ 19 <box>164 1783 421 1798</box>
directory-entry: — C., Arbtr., Rönnhaidstr. 44/46, ✉ 22 <box>1161 1814 1385 1829</box>
directory-entry: — Rich., Direktor der Senatskanzlei, El 2781, Hammerlandstr. 43, ✉ 26 <box>831 1248 1099 1278</box>
directory-entry: Günnewich, A., Schneiderei, Hamburgerstrasse 174, ✉ 22 <box>831 1748 1112 1778</box>
directory-entry: — Frau B., Hammerbrookstr. 86, H. 1 <box>1161 1684 1383 1699</box>
directory-entry: — Wwe. B., Volksdorferstr. 28/30, H. 1 <box>1161 1701 1388 1716</box>
directory-entry: — Th., Kaufm., Detmerstr. 20, ✉ 33 <box>831 1908 1039 1923</box>
directory-entry: — A., Bureauangest., Holstenstr. 13, H. a <box>1161 511 1404 526</box>
directory-entry: — W., Postschaffn., Hammerstr. 38a, H. 5 <box>831 1295 1074 1310</box>
directory-entry: Güllmeister Wwe., H., Vierländerstr. 165 <box>831 381 1071 396</box>
directory-entry: — G. E., Guder & Co., M 764 N 1, Rutschbahn 24, ✉ 13 <box>164 888 472 918</box>
directory-entry: — Karl, Arbtr., Jacobstr. 22, H. 1, ✉ 9 <box>164 1720 383 1735</box>
directory-entry: — Aug., Fettw., No 1886, Wagnerstr. 60 <box>831 733 1064 748</box>
directory-entry: — Carl, Feinwäsch., Reismühle 19 <box>831 477 1033 492</box>
header-year: 1924 <box>772 94 839 123</box>
directory-entry: — Wwe., A., Hardenstr. 8, H. 2, ✉ 27 <box>1161 748 1378 763</box>
directory-entry: — B., Saling, 20, ✉ 26 <box>1161 1573 1291 1588</box>
directory-entry: — Frl. M., Schneiderin, Norderstr. 171, H. 3 <box>501 441 762 456</box>
directory-entry: Günschmann, P., Gertigstr. 66, ✉ 39 <box>831 1812 1042 1827</box>
directory-entry: — Th., Inspektor, Elise Averdieck-Str. 22 <box>831 668 1069 683</box>
directory-entry: ⊙ B. Günther & Co., IR, Versich.-Vertretgn., Fichtestr. 26, ✉ 23, Inh: B. Günther, hier, u. H. F. W. Petersen, Altona <box>1161 1638 1478 1684</box>
directory-entry: — P., Schlosser, Fruchtallee 97, ✉ 19 <box>831 1638 1048 1653</box>
